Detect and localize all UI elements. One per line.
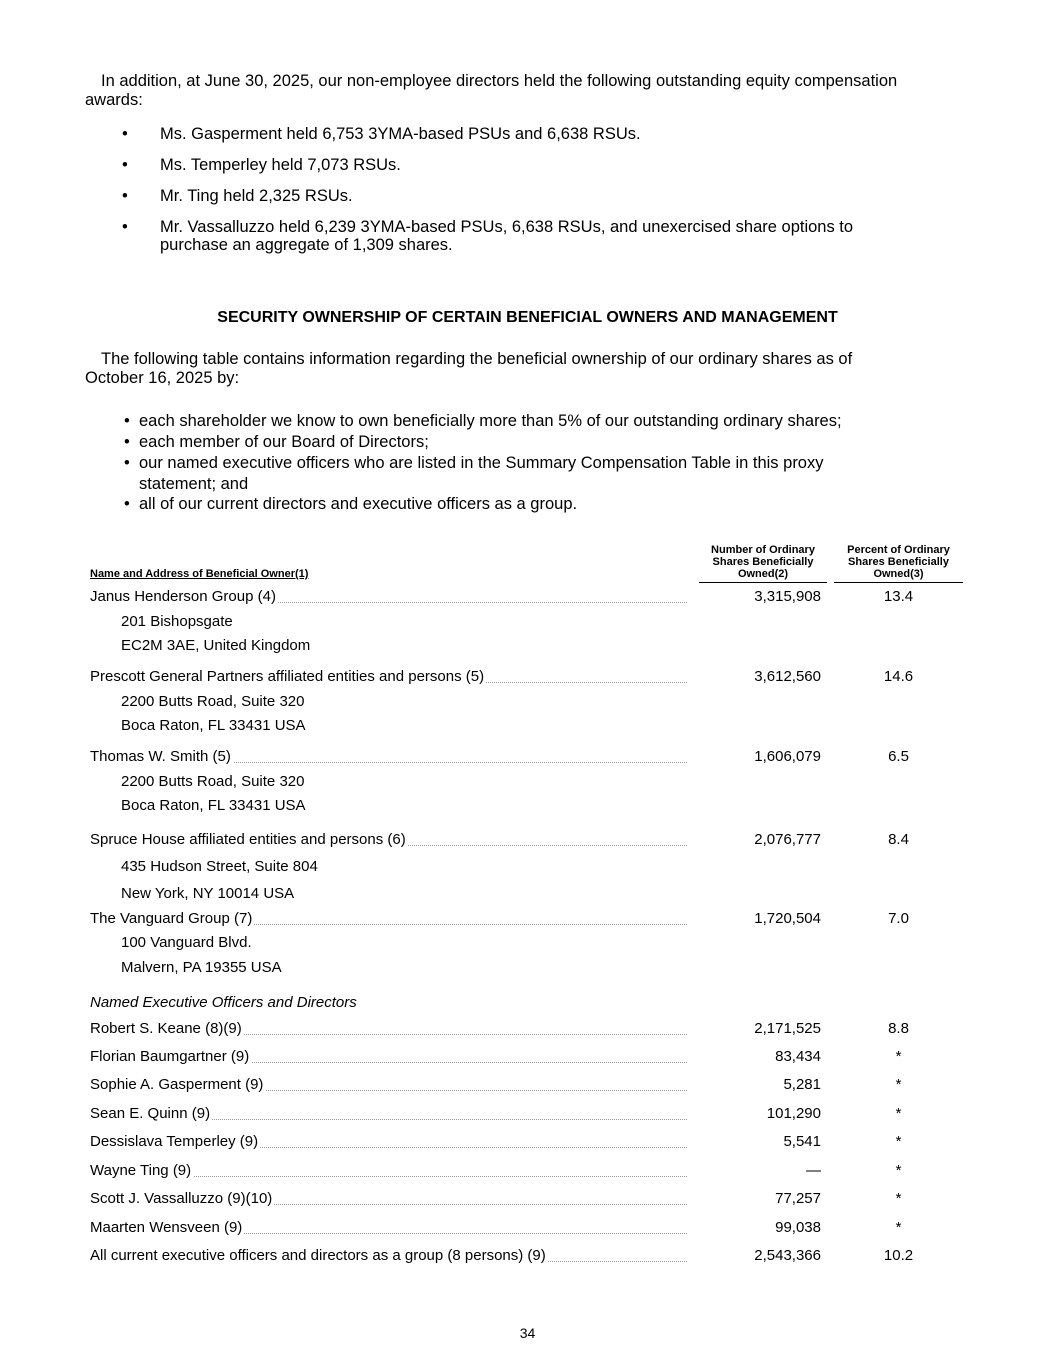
percent-cell: * bbox=[895, 1162, 902, 1179]
bullet-icon: • bbox=[122, 125, 128, 143]
table-row bbox=[90, 830, 970, 850]
shares-cell: 3,612,560 bbox=[754, 668, 821, 685]
table-row bbox=[90, 667, 970, 687]
award-text: Ms. Gasperment held 6,753 3YMA-based PSUs and 6,638 RSUs. bbox=[160, 125, 641, 143]
percent-cell: 7.0 bbox=[888, 910, 909, 927]
section-heading: SECURITY OWNERSHIP OF CERTAIN BENEFICIAL OWNERS AND MANAGEMENT bbox=[217, 309, 838, 326]
officer-name-label: All current executive officers and directors as a group (8 persons) (9) bbox=[90, 1247, 546, 1264]
officer-name-label: Maarten Wensveen (9) bbox=[90, 1219, 243, 1236]
address-line: EC2M 3AE, United Kingdom bbox=[121, 637, 311, 654]
intro-paragraph: In addition, at June 30, 2025, our non-employee directors held the following outstanding equity compensation awards: bbox=[85, 72, 898, 109]
percent-cell: 6.5 bbox=[888, 748, 909, 765]
section-label: Named Executive Officers and Directors bbox=[90, 994, 357, 1011]
table-row bbox=[90, 587, 970, 607]
officer-name bbox=[90, 1019, 687, 1039]
table-row bbox=[90, 1104, 970, 1124]
officer-name bbox=[90, 1104, 687, 1124]
award-text: Mr. Vassalluzzo held 6,239 3YMA-based PSUs, 6,638 RSUs, and unexercised share options to purchase an aggregate of 1,309 shares. bbox=[160, 218, 854, 254]
officer-name-label: Sophie A. Gasperment (9) bbox=[90, 1076, 264, 1093]
shares-cell: 3,315,908 bbox=[754, 588, 821, 605]
criteria-text: each shareholder we know to own beneficially more than 5% of our outstanding ordinary shares; bbox=[139, 412, 842, 430]
bullet-icon: • bbox=[122, 187, 128, 205]
percent-cell: * bbox=[895, 1190, 902, 1207]
owner-name-label: Prescott General Partners affiliated entities and persons (5) bbox=[90, 668, 485, 685]
criteria-text: each member of our Board of Directors; bbox=[139, 433, 429, 451]
shares-cell: 2,076,777 bbox=[754, 831, 821, 848]
address-line: New York, NY 10014 USA bbox=[121, 885, 295, 902]
percent-cell: 10.2 bbox=[883, 1247, 914, 1264]
criteria-text: our named executive officers who are listed in the Summary Compensation Table in this proxy statement; and bbox=[139, 454, 824, 493]
officer-name bbox=[90, 1218, 687, 1238]
officer-name bbox=[90, 1161, 687, 1181]
officer-name bbox=[90, 1189, 687, 1209]
bullet-icon: • bbox=[122, 218, 128, 236]
shares-cell: 99,038 bbox=[775, 1219, 821, 1236]
shares-cell: 1,606,079 bbox=[754, 748, 821, 765]
shares-cell: 1,720,504 bbox=[754, 910, 821, 927]
bullet-icon: • bbox=[124, 495, 130, 513]
header-shares: Number of Ordinary Shares Beneficially Owned(2) bbox=[711, 544, 815, 580]
shares-cell: 5,281 bbox=[783, 1076, 821, 1093]
header-rule-shares bbox=[699, 582, 827, 583]
percent-cell: 8.8 bbox=[888, 1020, 909, 1037]
officer-name-label: Sean E. Quinn (9) bbox=[90, 1105, 211, 1122]
percent-cell: * bbox=[895, 1133, 902, 1150]
owner-name bbox=[90, 747, 687, 767]
officer-name-label: Dessislava Temperley (9) bbox=[90, 1133, 259, 1150]
criteria-text: all of our current directors and executive officers as a group. bbox=[139, 495, 578, 513]
table-row bbox=[90, 1218, 970, 1238]
address-line: 2200 Butts Road, Suite 320 bbox=[121, 773, 305, 790]
table-row bbox=[90, 909, 970, 929]
header-percent: Percent of Ordinary Shares Beneficially Owned(3) bbox=[847, 544, 950, 580]
officer-name bbox=[90, 1075, 687, 1095]
shares-cell: 77,257 bbox=[775, 1190, 821, 1207]
header-rule-percent bbox=[834, 582, 963, 583]
address-line: 435 Hudson Street, Suite 804 bbox=[121, 858, 318, 875]
bullet-icon: • bbox=[124, 412, 130, 430]
address-line: 201 Bishopsgate bbox=[121, 613, 233, 630]
address-line: 2200 Butts Road, Suite 320 bbox=[121, 693, 305, 710]
percent-cell: * bbox=[895, 1076, 902, 1093]
bullet-icon: • bbox=[124, 454, 130, 472]
address-line: Boca Raton, FL 33431 USA bbox=[121, 717, 306, 734]
owner-name-label: Thomas W. Smith (5) bbox=[90, 748, 231, 765]
shares-cell: 83,434 bbox=[775, 1048, 821, 1065]
officer-name bbox=[90, 1246, 687, 1266]
percent-cell: * bbox=[895, 1048, 902, 1065]
table-row bbox=[90, 1019, 970, 1039]
percent-cell: 8.4 bbox=[888, 831, 909, 848]
shares-cell: 2,543,366 bbox=[754, 1247, 821, 1264]
table-row bbox=[90, 1075, 970, 1095]
shares-cell: 2,171,525 bbox=[754, 1020, 821, 1037]
bullet-icon: • bbox=[122, 156, 128, 174]
owner-name-label: Spruce House affiliated entities and persons (6) bbox=[90, 831, 406, 848]
owner-name bbox=[90, 909, 687, 929]
table-row bbox=[90, 1132, 970, 1152]
officer-name-label: Wayne Ting (9) bbox=[90, 1162, 192, 1179]
officer-name-label: Florian Baumgartner (9) bbox=[90, 1048, 250, 1065]
officer-name bbox=[90, 1047, 687, 1067]
owner-name bbox=[90, 587, 687, 607]
owner-name bbox=[90, 667, 687, 687]
award-text: Ms. Temperley held 7,073 RSUs. bbox=[160, 156, 401, 174]
percent-cell: 13.4 bbox=[883, 588, 914, 605]
officer-name-label: Scott J. Vassalluzzo (9)(10) bbox=[90, 1190, 273, 1207]
table-intro-paragraph: The following table contains information regarding the beneficial ownership of our ordinary shares as of October 16, 2025 by: bbox=[85, 350, 853, 387]
header-name: Name and Address of Beneficial Owner(1) bbox=[90, 568, 309, 580]
owner-name-label: Janus Henderson Group (4) bbox=[90, 588, 276, 605]
address-line: 100 Vanguard Blvd. bbox=[121, 934, 252, 951]
table-row bbox=[90, 747, 970, 767]
percent-cell: 14.6 bbox=[883, 668, 914, 685]
shares-cell: 101,290 bbox=[766, 1105, 821, 1122]
page-number: 34 bbox=[519, 1325, 536, 1341]
bullet-icon: • bbox=[124, 433, 130, 451]
shares-cell: 5,541 bbox=[783, 1133, 821, 1150]
shares-cell: — bbox=[806, 1162, 821, 1179]
address-line: Boca Raton, FL 33431 USA bbox=[121, 797, 306, 814]
table-row bbox=[90, 1047, 970, 1067]
percent-cell: * bbox=[895, 1105, 902, 1122]
officer-name-label: Robert S. Keane (8)(9) bbox=[90, 1020, 242, 1037]
owner-name-label: The Vanguard Group (7) bbox=[90, 910, 253, 927]
award-text: Mr. Ting held 2,325 RSUs. bbox=[160, 187, 353, 205]
officer-name bbox=[90, 1132, 687, 1152]
percent-cell: * bbox=[895, 1219, 902, 1236]
table-row-total bbox=[90, 1246, 970, 1266]
address-line: Malvern, PA 19355 USA bbox=[121, 959, 282, 976]
owner-name bbox=[90, 830, 687, 850]
table-row bbox=[90, 1161, 970, 1181]
table-row bbox=[90, 1189, 970, 1209]
